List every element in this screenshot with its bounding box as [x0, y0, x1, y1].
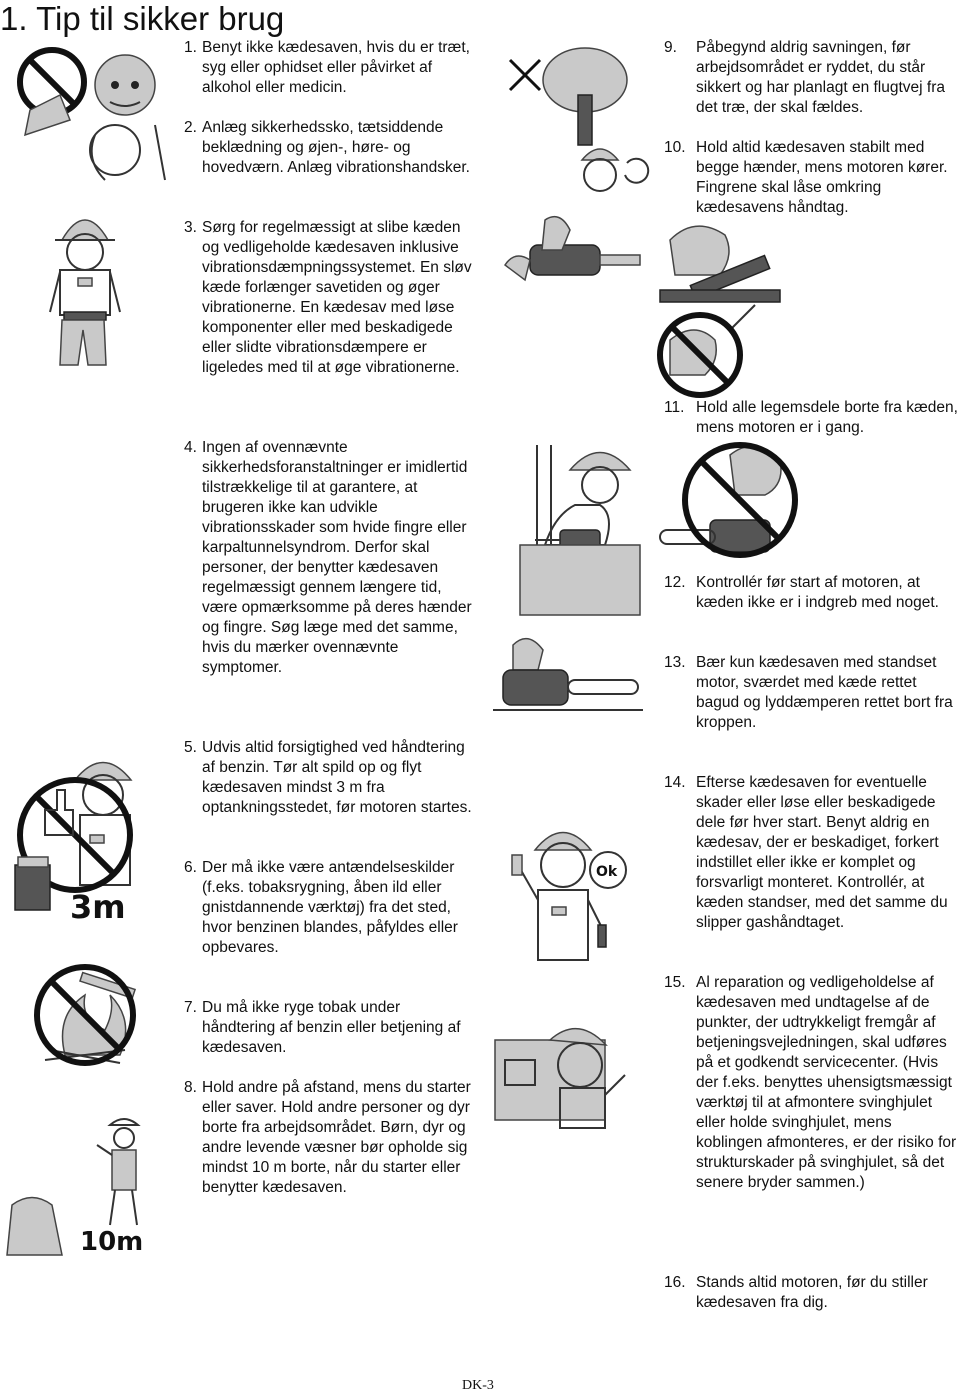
item-number: 8. — [184, 1079, 197, 1096]
no-fire-illustration — [25, 955, 145, 1075]
no-alcohol-illustration — [10, 40, 180, 190]
item-text: Hold alle legemsdele borte fra kæden, mens motoren er i gang. — [696, 399, 958, 436]
wrong-grip-illustration — [645, 310, 765, 400]
item-text: Udvis altid forsigtighed ved håndtering af benzin. Tør alt spild op og flyt kædesaven mindst 3 m fra optankningsstedet, før motoren startes. — [202, 739, 472, 816]
safety-item-12 — [664, 573, 960, 613]
chainsaw-cutting-log-illustration — [515, 440, 655, 620]
page-footer: DK-3 — [462, 1378, 494, 1393]
safety-item-9 — [664, 38, 960, 118]
safety-item-10 — [664, 138, 960, 218]
safety-item-16 — [664, 1273, 960, 1313]
item-number: 14. — [664, 774, 686, 791]
item-text: Benyt ikke kædesaven, hvis du er træt, syg eller ophidset eller påvirket af alkohol eller medicin. — [202, 39, 470, 96]
safety-item-6 — [184, 858, 474, 958]
safety-item-8 — [184, 1078, 474, 1198]
item-number: 10. — [664, 139, 686, 156]
safety-item-15 — [664, 973, 960, 1193]
safety-item-5 — [184, 738, 474, 818]
safety-item-14 — [664, 773, 960, 933]
item-number: 15. — [664, 974, 686, 991]
item-text: Kontrollér før start af motoren, at kæden ikke er i indgreb med noget. — [696, 574, 939, 611]
item-number: 6. — [184, 859, 197, 876]
item-number: 4. — [184, 439, 197, 456]
chainsaw-on-ground-illustration — [493, 625, 643, 715]
item-text: Hold andre på afstand, mens du starter eller saver. Hold andre personer og dyr borte fra arbejdsområdet. Børn, dyr og andre levende væsner bør opholde sig mindst 10 m borte, når du starter eller benytter kædesaven. — [202, 1079, 471, 1196]
protective-gear-person-illustration — [40, 200, 130, 375]
distance-10m-label: 10m — [80, 1227, 144, 1257]
item-number: 12. — [664, 574, 686, 591]
item-text: Der må ikke være antændelseskilder (f.eks. tobaksrygning, åben ild eller gnistdannende værktøj) fra det sted, hvor benzinen blandes, påfyldes eller opbevares. — [202, 859, 458, 956]
item-number: 5. — [184, 739, 197, 756]
correct-grip-illustration — [660, 210, 780, 305]
safety-item-13 — [664, 653, 960, 733]
item-text: Efterse kædesaven for eventuelle skader eller løse eller beskadigede dele før hver start. Benyt aldrig en kædesav, der er beskadiget, forkert indstillet eller ikke er komplet og forsvarligt monteret. Kontrollér, at kæden standser, med det samme du slipper gashåndtaget. — [696, 774, 948, 931]
service-center-illustration — [490, 1020, 640, 1130]
item-text: Du må ikke ryge tobak under håndtering af benzin eller betjening af kædesaven. — [202, 999, 461, 1056]
safety-item-1 — [184, 38, 474, 98]
safety-item-7 — [184, 998, 474, 1058]
item-number: 13. — [664, 654, 686, 671]
distance-10m-illustration — [10, 1120, 170, 1260]
tree-felling-planning-illustration — [500, 40, 650, 205]
item-number: 7. — [184, 999, 197, 1016]
inspect-tools-ok-illustration — [510, 815, 630, 975]
item-text: Ingen af ovennævnte sikkerhedsforanstaltninger er imidlertid tilstrækkelige til at garantere, at brugeren ikke kan udvikle vibrationsskader som hvide fingre eller karpaltunnelsyndrom. Derfor skal personer, der benytter kædesaven regelmæssigt gennem længere tid, være opmærksomme på deres hænder og fingre. Søg læge med det samme, hvis du mærker ovennævnte symptomer. — [202, 439, 472, 676]
ok-label: Ok — [596, 864, 618, 880]
safety-item-3 — [184, 218, 474, 378]
item-text: Hold altid kædesaven stabilt med begge hænder, mens motoren kører. Fingrene skal låse omkring kædesavens håndtag. — [696, 139, 948, 216]
item-number: 11. — [664, 399, 685, 416]
safety-item-2 — [184, 118, 474, 178]
item-number: 1. — [184, 39, 197, 56]
item-text: Sørg for regelmæssigt at slibe kæden og vedligeholde kædesaven inklusive vibrationsdæmpningssystemet. En sløv kæde forlænger savetiden og øger vibrationerne. En kædesav med løse komponenter eller med beskadigede eller slidte vibrationsdæmpere er ligeledes med til at øge vibrationerne. — [202, 219, 472, 376]
item-number: 2. — [184, 119, 197, 136]
item-text: Al reparation og vedligeholdelse af kædesaven med undtagelse af de punkter, der udtrykkeligt fremgår af betjeningsvejledningen, skal udføres på et godkendt servicecenter. (Hvis der f.eks. benyttes uhensigtsmæssigt værktøj til at afmontere svinghjulet eller holde svinghjulet, mens koblingen afmonteres, er der risiko for strukturskader på svinghjulet, så det senere bryder sammen.) — [696, 974, 957, 1191]
safety-item-11 — [664, 398, 960, 438]
item-text: Stands altid motoren, før du stiller kædesaven fra dig. — [696, 1274, 928, 1311]
item-number: 3. — [184, 219, 197, 236]
distance-3m-label: 3m — [70, 888, 126, 926]
item-text: Bær kun kædesaven med standset motor, sværdet med kæde rettet bagud og lyddæmperen rettet bort fra kroppen. — [696, 654, 953, 731]
item-number: 16. — [664, 1274, 686, 1291]
hands-on-chainsaw-illustration — [500, 205, 650, 285]
item-text: Anlæg sikkerhedssko, tætsiddende beklædning og øjen-, høre- og hovedværn. Anlæg vibrationshandsker. — [202, 119, 470, 176]
safety-item-4 — [184, 438, 474, 678]
page-title: 1. Tip til sikker brug — [0, 0, 285, 37]
distance-3m-illustration — [10, 735, 180, 935]
item-number: 9. — [664, 39, 677, 56]
item-text: Påbegynd aldrig savningen, før arbejdsområdet er ryddet, du står sikkert og har planlagt en flugtvej fra det træ, der skal fældes. — [696, 39, 945, 116]
keep-body-away-illustration — [660, 440, 820, 575]
